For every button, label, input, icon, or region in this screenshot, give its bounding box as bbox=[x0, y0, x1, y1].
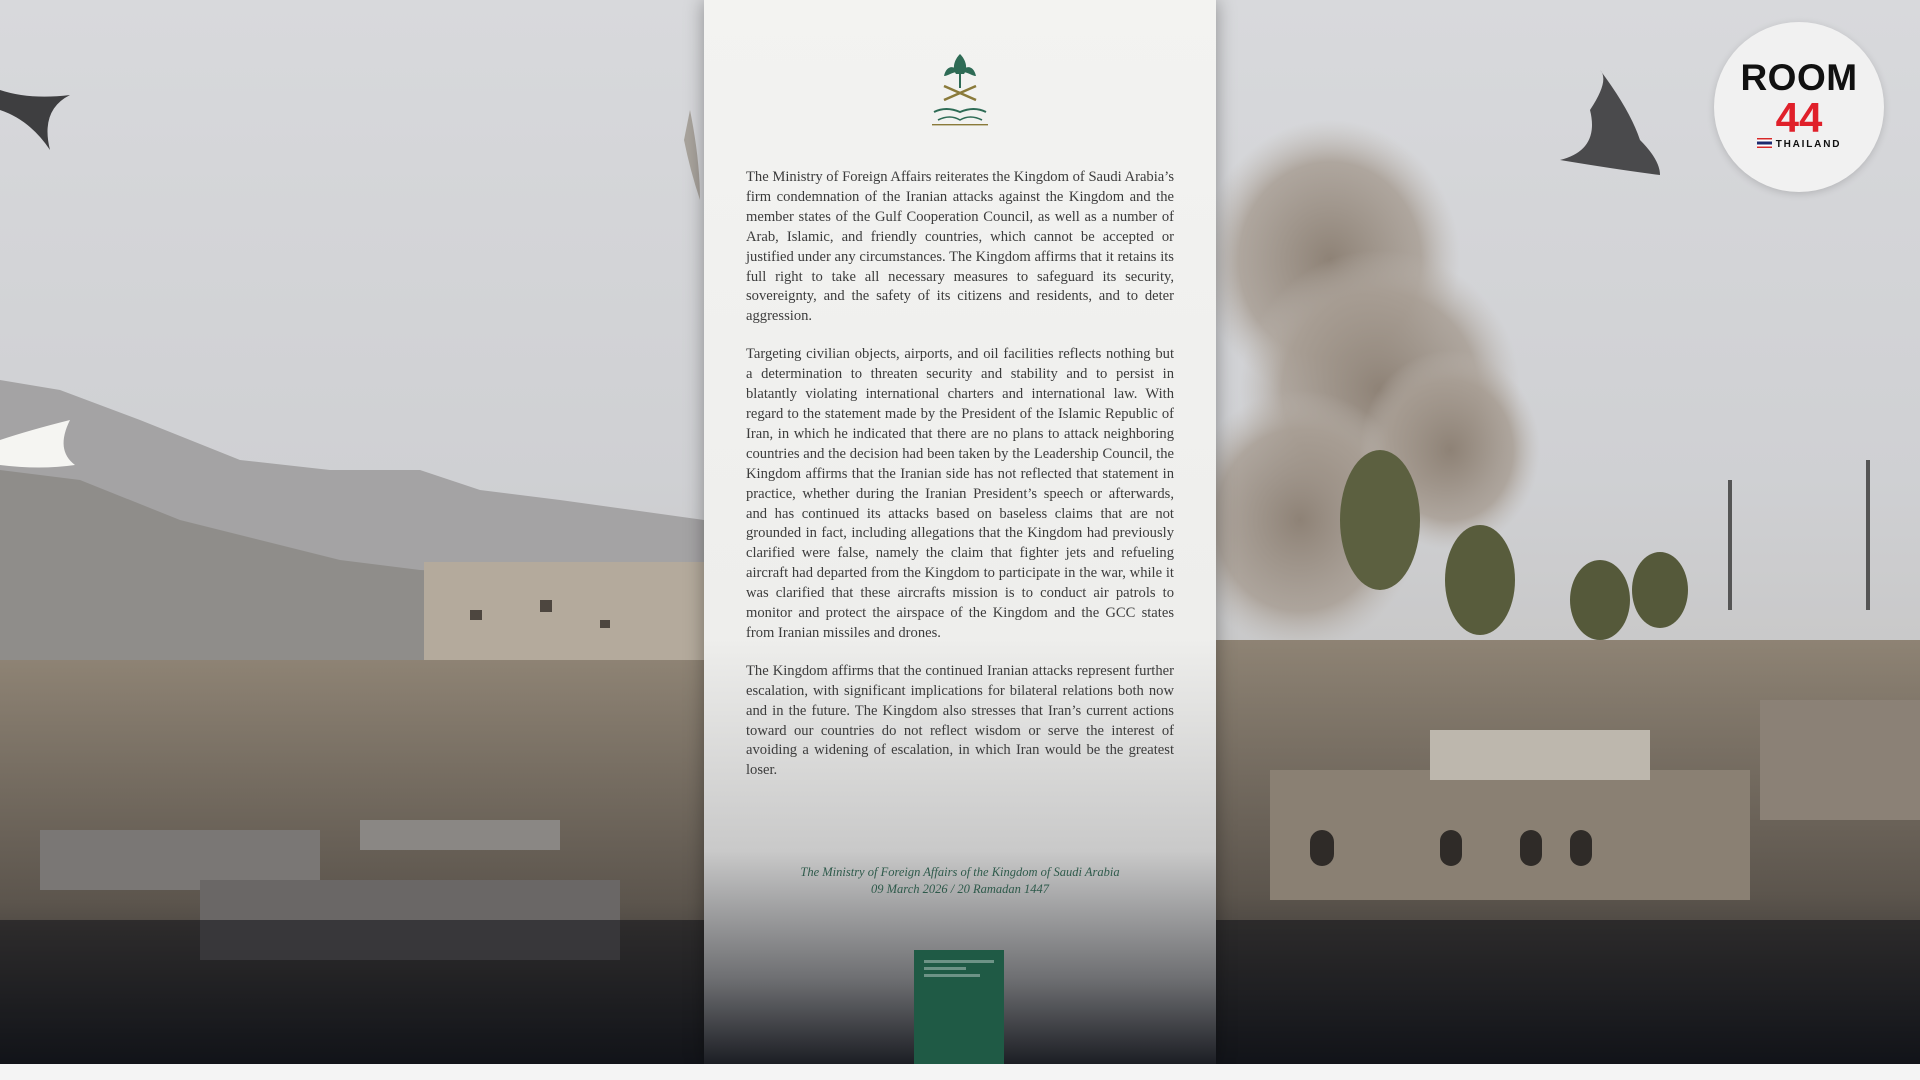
thailand-flag-icon bbox=[1757, 138, 1772, 148]
statement-paragraph-1: The Ministry of Foreign Affairs reiterates the Kingdom of Saudi Arabia’s firm condemnation of the Iranian attacks against the Kingdom and the member states of the Gulf Cooperation Council, as well as a number of Arab, Islamic, and friendly countries, which cannot be accepted or justified under any circumstances. The Kingdom affirms that it retains its full right to take all necessary measures to safeguard its security, sovereignty, and the safety of its citizens and residents, and to deter aggression. bbox=[746, 169, 1174, 325]
signature-date: 09 March 2026 / 20 Ramadan 1447 bbox=[871, 882, 1049, 896]
qr-code-block bbox=[914, 950, 1004, 1064]
logo-number-text: 44 bbox=[1775, 94, 1823, 141]
signature-ministry: The Ministry of Foreign Affairs of the Kingdom of Saudi Arabia bbox=[800, 865, 1120, 879]
saudi-emblem-icon bbox=[920, 50, 1000, 130]
statement-document bbox=[704, 0, 1216, 1064]
room44-logo bbox=[1714, 22, 1884, 192]
logo-country-line bbox=[1714, 138, 1884, 152]
logo-room-text: ROOM bbox=[1740, 57, 1858, 98]
statement-body bbox=[746, 168, 1174, 799]
logo-country-text: THAILAND bbox=[1775, 139, 1842, 150]
bottom-border bbox=[0, 1064, 1920, 1080]
statement-paragraph-2: Targeting civilian objects, airports, and oil facilities reflects nothing but a determination to threaten security and stability and to persist in blatantly violating international charters and international law. With regard to the statement made by the President of the Islamic Republic of Iran, in which he indicated that there are no plans to attack neighboring countries and the decision had been taken by the Leadership Council, the Kingdom affirms that the Iranian side has not reflected that statement in practice, whether during the Iranian President’s speech or afterwards, and has continued its attacks based on baseless claims that are not grounded in fact, including allegations that the Kingdom had previously clarified were false, namely the claim that fighter jets and refueling aircraft had departed from the Kingdom to participate in the war, while it was clarified that these aircrafts mission is to conduct air patrols to monitor and protect the airspace of the Kingdom and the GCC states from Iranian missiles and drones. bbox=[746, 346, 1174, 641]
statement-paragraph-3: The Kingdom affirms that the continued Iranian attacks represent further escalation, with significant implications for bilateral relations both now and in the future. The Kingdom also stresses that Iran’s current actions toward our countries do not reflect wisdom or serve the interest of avoiding a widening of escalation, in which Iran would be the greatest loser. bbox=[746, 662, 1174, 779]
